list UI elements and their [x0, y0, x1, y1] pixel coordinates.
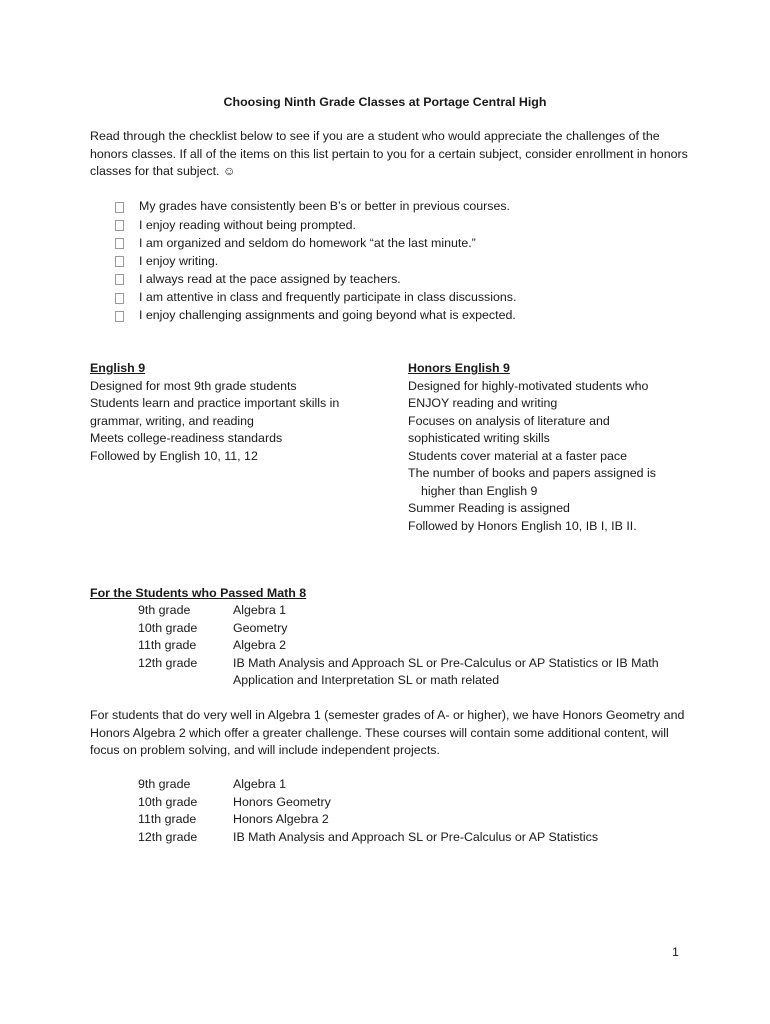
grade-label: 11th grade [138, 812, 197, 826]
checkbox[interactable] [115, 202, 124, 213]
checkbox[interactable] [115, 256, 124, 267]
math-track-standard [138, 602, 673, 690]
course-label: Algebra 1 [233, 777, 287, 791]
course-label: Geometry [233, 620, 288, 635]
checkbox[interactable] [115, 311, 124, 322]
math-row [138, 637, 673, 655]
checklist-item[interactable]: I enjoy challenging assignments and going beyond what is expected. [113, 307, 516, 325]
grade-label: 10th grade [138, 620, 198, 635]
honors-english-line: Summer Reading is assigned [408, 501, 570, 515]
english-line: Students learn and practice important skills in [90, 396, 340, 410]
course-label: Honors Geometry [233, 794, 331, 809]
checklist-item[interactable]: My grades have consistently been B’s or better in previous courses. [113, 198, 516, 216]
checklist-item[interactable]: I always read at the pace assigned by teachers. [113, 271, 516, 289]
course-label: Algebra 2 [233, 638, 287, 652]
honors-english-line: Followed by Honors English 10, IB I, IB II. [408, 518, 637, 533]
grade-label: 10th grade [138, 794, 198, 809]
honors-english-line: Students cover material at a faster pace [408, 448, 628, 463]
math-row [138, 602, 673, 620]
checkbox[interactable] [115, 220, 124, 231]
honors-english-9-column [408, 360, 708, 535]
math-row [138, 794, 673, 812]
grade-label: 11th grade [138, 638, 197, 652]
honors-math-paragraph: For students that do very well in Algebra 1 (semester grades of A- or higher), we have Honors Geometry and Honors Algebra 2 which offer a greater challenge. These courses will contain some additional content, will focus on problem solving, and will include independent projects. [90, 708, 685, 757]
honors-english-line: Focuses on analysis of literature and [408, 413, 610, 428]
page-number: 1 [672, 945, 679, 959]
honors-english-line: sophisticated writing skills [408, 431, 550, 445]
math-heading: For the Students who Passed Math 8 [90, 586, 307, 600]
english-line: Meets college-readiness standards [90, 431, 283, 445]
grade-label: 12th grade [138, 829, 198, 844]
checkbox[interactable] [115, 293, 124, 304]
math-row [138, 655, 673, 690]
checklist-item[interactable]: I enjoy writing. [113, 253, 516, 271]
grade-label: 12th grade [138, 655, 198, 670]
honors-english-line: Designed for highly-motivated students who [408, 378, 649, 393]
course-label: Honors Algebra 2 [233, 812, 329, 826]
checkbox[interactable] [115, 238, 124, 249]
checkbox[interactable] [115, 274, 124, 285]
checklist-item[interactable]: I enjoy reading without being prompted. [113, 216, 516, 234]
honors-english-line: The number of books and papers assigned is [408, 466, 656, 480]
math-row [138, 829, 673, 847]
honors-english-9-heading: Honors English 9 [408, 361, 510, 375]
english-9-heading: English 9 [90, 361, 146, 375]
checklist-item[interactable]: I am organized and seldom do homework “at the last minute.” [113, 234, 516, 252]
grade-label: 9th grade [138, 603, 191, 617]
honors-english-line: higher than English 9 [421, 483, 538, 498]
math-row [138, 811, 673, 829]
math-row [138, 776, 673, 794]
honors-english-line: ENJOY reading and writing [408, 396, 558, 410]
grade-label: 9th grade [138, 777, 191, 791]
course-label: IB Math Analysis and Approach SL or Pre-Calculus or AP Statistics [233, 829, 599, 844]
course-label: IB Math Analysis and Approach SL or Pre-Calculus or AP Statistics or IB Math Application and Interpretation SL or math related [233, 655, 659, 687]
english-9-column [90, 360, 390, 465]
english-line: Followed by English 10, 11, 12 [90, 448, 258, 463]
honors-checklist [113, 198, 516, 325]
course-label: Algebra 1 [233, 603, 287, 617]
intro-paragraph: Read through the checklist below to see if you are a student who would appreciate the challenges of the honors classes. If all of the items on this list pertain to you for a certain subject, consider enrollment in honors classes for that subject. ☺ [90, 129, 688, 178]
english-line: Designed for most 9th grade students [90, 378, 297, 393]
math-row [138, 620, 673, 638]
math-track-honors [138, 776, 673, 846]
checklist-item[interactable]: I am attentive in class and frequently participate in class discussions. [113, 289, 516, 307]
english-line: grammar, writing, and reading [90, 413, 254, 428]
page-title: Choosing Ninth Grade Classes at Portage Central High [223, 95, 547, 109]
